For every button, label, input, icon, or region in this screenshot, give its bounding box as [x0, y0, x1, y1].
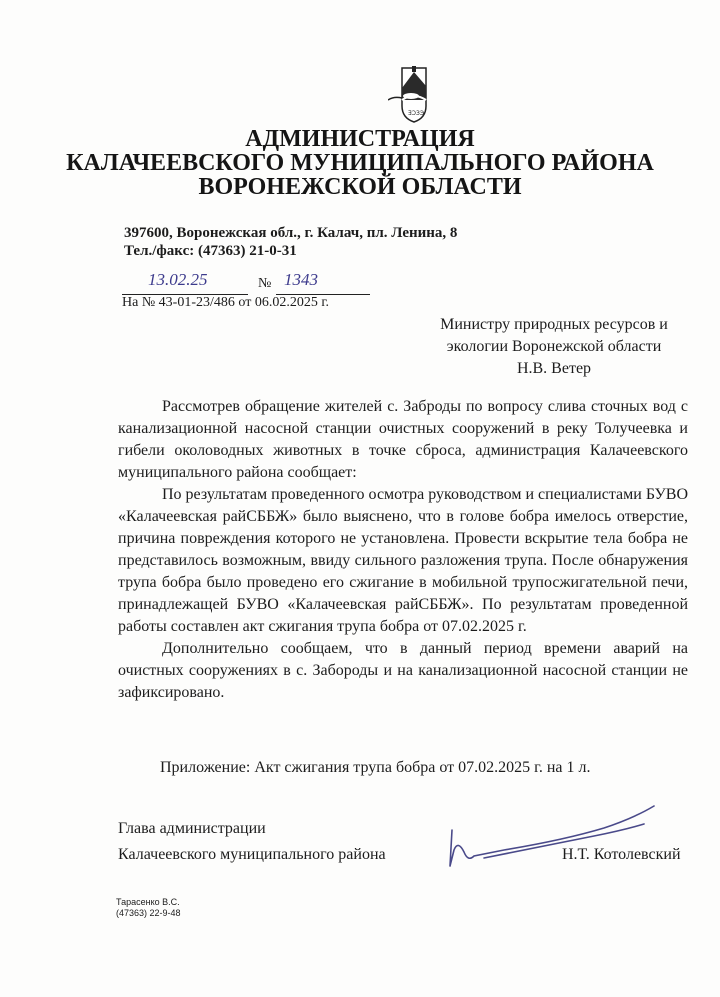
handwritten-number: 1343 [284, 270, 318, 289]
org-title-line-1: АДМИНИСТРАЦИЯ [245, 126, 475, 152]
body-paragraph-2: По результатам проведенного осмотра руководством и специалистами БУВО «Калачеевская райСББЖ» было выяснено, что в голове бобра имелось отверстие, причина повреждения которого не установлена. Провести вскрытие тела бобра не представилось возможным, ввиду сильного разложения трупа. После обнаружения трупа бобра было проведено его сжигание в мобильной трупосжигательной печи, принадлежащей БУВО «Калачеевская райСББЖ». По результатам проведенной работы составлен акт сжигания трупа бобра от 07.02.2025 г. [118, 486, 688, 635]
attachment-note: Приложение: Акт сжигания трупа бобра от 07.02.2025 г. на 1 л. [160, 759, 591, 776]
addressee-line-2: экологии Воронежской области [446, 338, 662, 355]
signer-position-line-2: Калачеевского муниципального района [118, 846, 386, 863]
letter-body [118, 396, 688, 704]
executor-phone: (47363) 22-9-48 [116, 908, 181, 918]
executor-name: Тарасенко В.С. [116, 897, 180, 907]
number-label: № [258, 276, 272, 291]
emblem-motto: ƎƆЗЭ [407, 110, 425, 117]
reply-reference: На № 43-01-23/486 от 06.02.2025 г. [122, 295, 329, 310]
coat-of-arms-icon [388, 66, 440, 124]
org-title-line-2: КАЛАЧЕЕВСКОГО МУНИЦИПАЛЬНОГО РАЙОНА [66, 150, 654, 176]
org-address: 397600, Воронежская обл., г. Калач, пл. Ленина, 8 [124, 225, 458, 241]
addressee-name: Н.В. Ветер [516, 360, 592, 377]
body-paragraph-3: Дополнительно сообщаем, что в данный период времени аварий на очистных сооружениях в с. Забороды и на канализационной насосной станции не зафиксировано. [118, 640, 688, 701]
signer-position-line-1: Глава администрации [118, 820, 266, 837]
addressee-line-1: Министру природных ресурсов и [440, 316, 668, 333]
org-title-line-3: ВОРОНЕЖСКОЙ ОБЛАСТИ [198, 174, 522, 200]
signer-name: Н.Т. Котолевский [562, 846, 681, 863]
body-paragraph-1: Рассмотрев обращение жителей с. Заброды по вопросу слива сточных вод с канализационной насосной станции очистных сооружений в реку Толучеевка и гибели околоводных животных в точке сброса, администрация Калачеевского муниципального района сообщает: [118, 398, 688, 481]
org-phone: Тел./факс: (47363) 21-0-31 [124, 243, 297, 259]
handwritten-signature [444, 800, 660, 878]
handwritten-date: 13.02.25 [148, 270, 208, 289]
